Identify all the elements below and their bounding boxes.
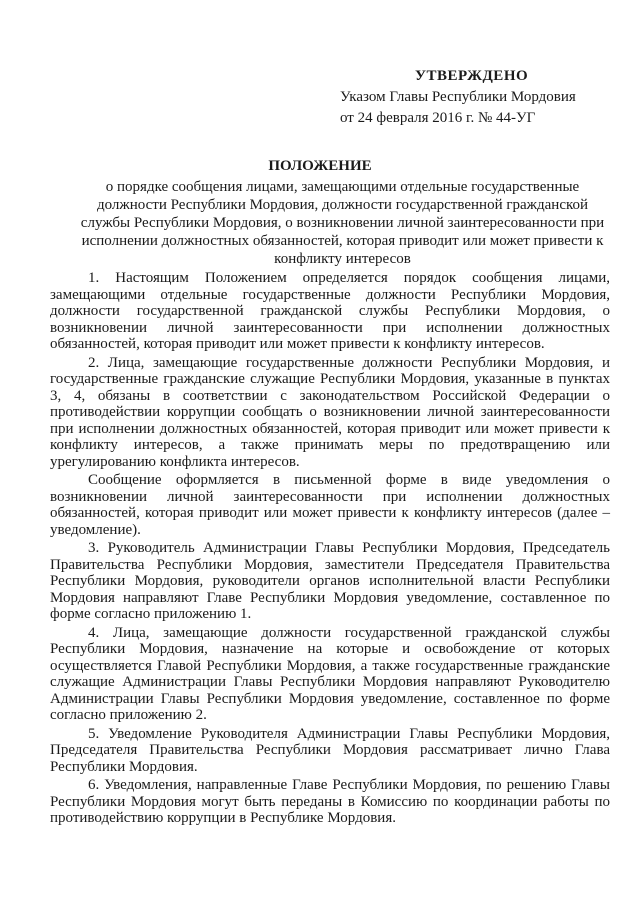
paragraph-2-note: Сообщение оформляется в письменной форме в виде уведомления о возникновении личной заинтересованности при исполнении должностных обязанностей, которая приводит или может привести к конфликту интересов (далее – уведомление). (50, 472, 610, 538)
paragraph-5: 5. Уведомление Руководителя Администрации Главы Республики Мордовия, Председателя Правительства Республики Мордовия рассматривает лично Глава Республики Мордовия. (50, 725, 610, 775)
paragraph-4: 4. Лица, замещающие должности государственной гражданской службы Республики Мордовия, назначение на которые и освобождение от которых осуществляется Главой Республики Мордовия, а также государственные гражданские служащие Администрации Главы Республики Мордовия направляют Руководителю Администрации Главы Республики Мордовия уведомление, составленное по форме согласно приложению 2. (50, 624, 610, 723)
paragraph-1: 1. Настоящим Положением определяется порядок сообщения лицами, замещающими отдельные государственные должности Республики Мордовия, должности государственной гражданской службы Республики Мордовия, о возникновении личной заинтересованности при исполнении должностных обязанностей, которая приводит или может привести к конфликту интересов. (50, 270, 610, 352)
approval-stamp (340, 66, 620, 129)
document-subtitle: о порядке сообщения лицами, замещающими отдельные государственные должности Республики Мордовия, должности государственной гражданской службы Республики Мордовия, о возникновении личной заинтересованности при исполнении должностных обязанностей, которая приводит или может привести к конфликту интересов (80, 179, 605, 267)
paragraph-6: 6. Уведомления, направленные Главе Республики Мордовия, по решению Главы Республики Мордовия могут быть переданы в Комиссию по координации работы по противодействию коррупции в Республике Мордовия. (50, 777, 610, 826)
decree-date-line: от 24 февраля 2016 г. № 44-УГ (340, 110, 536, 126)
paragraph-3: 3. Руководитель Администрации Главы Республики Мордовия, Председатель Правительства Республики Мордовия, заместители Председателя Правительства Республики Мордовия, руководители органов исполнительной власти Республики Мордовия направляют Главе Республики Мордовия уведомление, составленное по форме согласно приложению 1. (50, 540, 610, 622)
paragraph-2: 2. Лица, замещающие государственные должности Республики Мордовия, и государственные гражданские служащие Республики Мордовия, указанные в пунктах 3, 4, обязаны в соответствии с законодательством Российской Федерации о противодействии коррупции сообщать о возникновении личной заинтересованности при исполнении должностных обязанностей, которая приводит или может привести к конфликту интересов, а также принимать меры по предотвращению или урегулированию конфликта интересов. (50, 354, 610, 470)
decree-line: Указом Главы Республики Мордовия (340, 89, 576, 105)
approved-label: УТВЕРЖДЕНО (415, 68, 529, 84)
document-body (50, 270, 610, 829)
document-title: ПОЛОЖЕНИЕ (268, 158, 372, 174)
